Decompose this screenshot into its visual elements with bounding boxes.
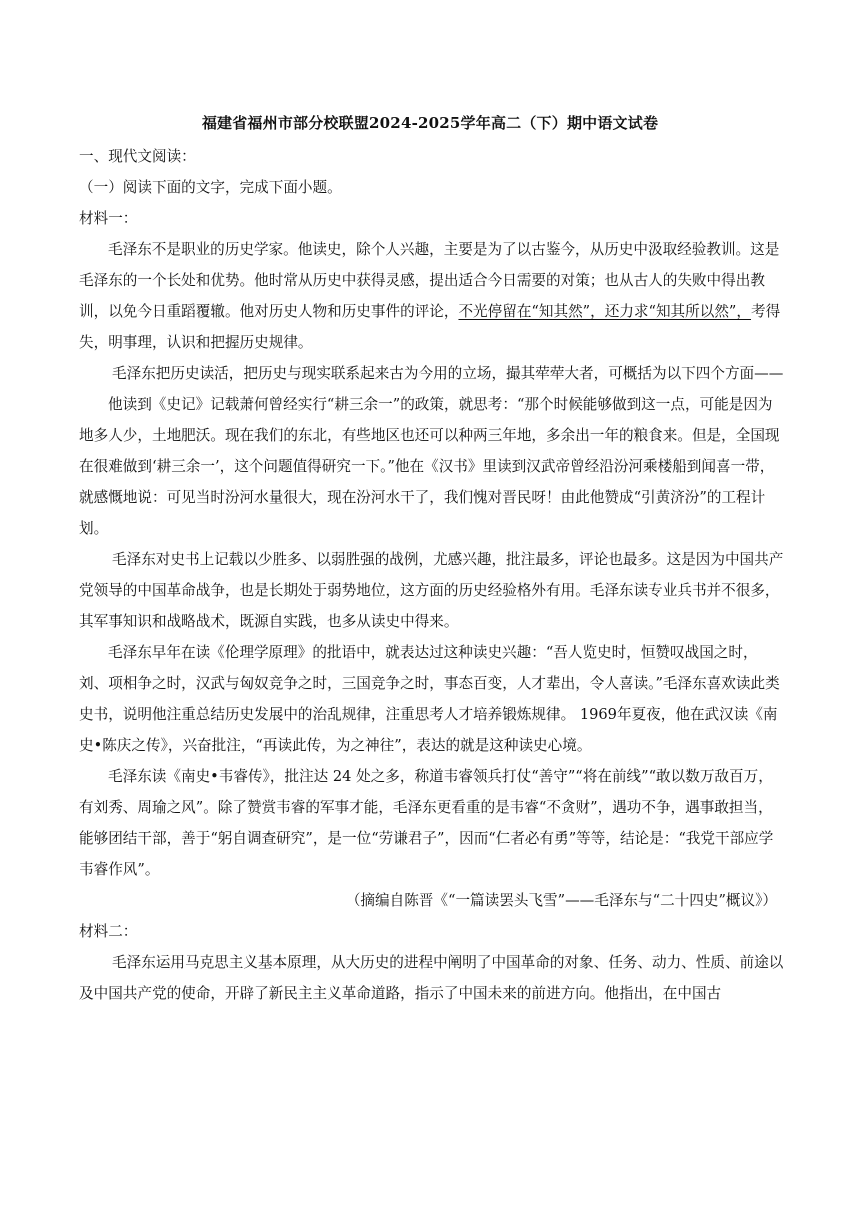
- paragraph-1: [79, 234, 785, 358]
- paragraph-2: 毛泽东把历史读活，把历史与现实联系起来古为今用的立场，撮其荦荦大者，可概括为以下四个方面——: [112, 365, 784, 382]
- subsection-heading: （一）阅读下面的文字，完成下面小题。: [79, 179, 342, 196]
- material-one-label: 材料一：: [79, 210, 138, 227]
- exam-title: 福建省福州市部分校联盟2024-2025学年高二（下）期中语文试卷: [201, 114, 659, 132]
- paragraph-4: 毛泽东对史书上记载以少胜多、以弱胜强的战例，尤感兴趣，批注最多，评论也最多。这是因为中国共产党领导的中国革命战争，也是长期处于弱势地位，这方面的历史经验格外有用。毛泽东读专业兵书并不很多，其军事知识和战略战术，既源自实践，也多从读史中得来。: [79, 551, 784, 630]
- paragraph-6: 毛泽东读《南史•韦睿传》，批注达 24 处之多，称道韦睿领兵打仗“善守”“将在前线”“敢以数万敌百万，有刘秀、周瑜之风”。除了赞赏韦睿的军事才能，毛泽东更看重的是韦睿“不贪财”，遇功不争，遇事敢担当，能够团结干部，善于“躬自调查研究”，是一位“劳谦君子”，因而“仁者必有勇”等等，结论是：“我党干部应学韦睿作风”。: [79, 768, 774, 878]
- document-body: [79, 141, 785, 1009]
- material-two-label: 材料二：: [79, 923, 138, 940]
- paragraph-1-text-a: 毛泽东不是职业的历史学家。他读史，除个人兴趣，主要是为了以古鉴今，从历史中汲取经验教训。这是毛泽东的一个长处和优势。他时常从历史中获得灵感，提出适合今日需要的对策；也从古人的失败中得出教训，以免今日重蹈覆辙。他对历史人物和历史事件的评论，: [79, 241, 780, 320]
- paragraph-3: 他读到《史记》记载萧何曾经实行“耕三余一”的政策，就思考：“那个时候能够做到这一点，可能是因为地多人少，土地肥沃。现在我们的东北，有些地区也还可以种两三年地，多余出一年的粮食来。但是，全国现在很难做到‘耕三余一’，这个问题值得研究一下。”他在《汉书》里读到汉武帝曾经沿汾河乘楼船到闻喜一带，就感慨地说：可见当时汾河水量很大，现在汾河水干了，我们愧对晋民呀！由此他赞成“引黄济汾”的工程计划。: [79, 396, 780, 537]
- paragraph-7: 毛泽东运用马克思主义基本原理，从大历史的进程中阐明了中国革命的对象、任务、动力、性质、前途以及中国共产党的使命，开辟了新民主主义革命道路，指示了中国未来的前进方向。他指出，在中国古: [79, 954, 784, 1002]
- paragraph-5: 毛泽东早年在读《伦理学原理》的批语中，就表达过这种读史兴趣：“吾人览史时，恒赞叹战国之时，刘、项相争之时，汉武与匈奴竞争之时，三国竞争之时，事态百变，人才辈出，令人喜读。”毛泽东喜欢读此类史书，说明他注重总结历史发展中的治乱规律，注重思考人才培养锻炼规律。 1969年夏夜，他在武汉读《南史•陈庆之传》，兴奋批注，“再读此传，为之神往”，表达的就是这种读史心境。: [79, 644, 780, 754]
- paragraph-1-text-b: 考得失，明事理，认识和把握历史规律。: [79, 303, 781, 351]
- underlined-phrase: 不光停留在“知其然”，还力求“知其所以然”，: [458, 303, 751, 320]
- source-citation: （摘编自陈晋《“一篇读罢头飞雪”——毛泽东与“二十四史”概议》）: [345, 892, 777, 909]
- section-heading: 一、现代文阅读：: [79, 148, 196, 165]
